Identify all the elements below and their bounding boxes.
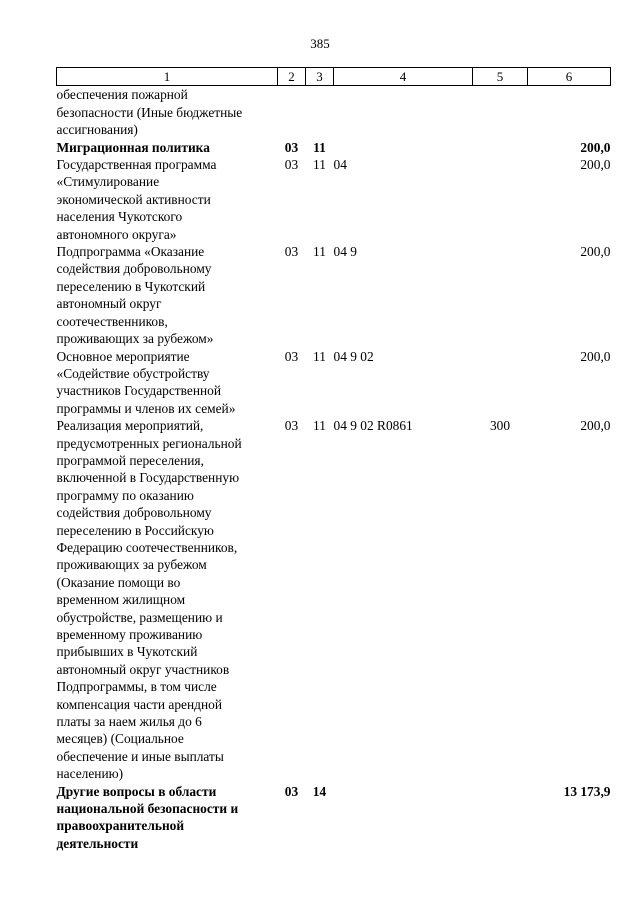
subsection-code-cell: 11 [313, 157, 326, 173]
column-header: 4 [334, 68, 473, 86]
table-row [57, 348, 611, 418]
amount-cell: 13 173,9 [563, 783, 611, 799]
expense-type-cell: 300 [489, 418, 511, 434]
column-header: 2 [278, 68, 306, 86]
item-name-cell: Государственная программа «Стимулирование экономической активности населения Чукотского автономного округа» [56, 157, 217, 242]
expense-type-cell [473, 156, 528, 243]
target-article-cell: 04 [333, 157, 347, 173]
subsection-code-cell: 11 [313, 418, 326, 434]
table-row [57, 243, 611, 347]
target-article-cell: 04 9 [333, 244, 357, 260]
item-name-cell: Реализация мероприятий, предусмотренных региональной программой переселения, включенной в Государственную программу по оказанию содействия добровольному переселению в Российскую Федерацию соотечественников, проживающих за рубежом (Оказание помощи во временном жилищном обустройстве, размещению и временному проживанию прибывших в Чукотский автономный округ участников Подпрограммы, в том числе компенсация части арендной платы за наем жилья до 6 месяцев) (Социальное обеспечение и иные выплаты населению) [56, 418, 242, 782]
expense-type-cell [473, 139, 528, 156]
section-code-cell: 03 [284, 139, 299, 155]
subsection-code-cell: 11 [313, 348, 326, 364]
target-article-cell [334, 783, 473, 853]
expense-type-cell [473, 348, 528, 418]
target-article-cell [334, 86, 473, 139]
amount-cell: 200,0 [580, 139, 611, 155]
section-code-cell: 03 [284, 418, 299, 434]
table-row [57, 783, 611, 853]
section-code-cell: 03 [284, 157, 299, 173]
column-header: 3 [306, 68, 334, 86]
table-row [57, 417, 611, 783]
section-code-cell: 03 [284, 244, 299, 260]
amount-cell [528, 86, 611, 139]
table-row [57, 86, 611, 139]
item-name-cell: Миграционная политика [56, 139, 210, 155]
target-article-cell [334, 139, 473, 156]
expense-type-cell [473, 783, 528, 853]
expense-type-cell [473, 243, 528, 347]
amount-cell: 200,0 [580, 418, 611, 434]
section-code-cell: 03 [284, 783, 299, 799]
table-row [57, 139, 611, 156]
section-code-cell: 03 [284, 348, 299, 364]
section-code-cell [278, 86, 306, 139]
expense-type-cell [473, 86, 528, 139]
subsection-code-cell: 11 [313, 244, 326, 260]
subsection-code-cell: 11 [313, 139, 326, 155]
item-name-cell: обеспечения пожарной безопасности (Иные бюджетные ассигнования) [56, 87, 243, 138]
target-article-cell: 04 9 02 [333, 348, 374, 364]
amount-cell: 200,0 [580, 157, 611, 173]
table-row [57, 156, 611, 243]
item-name-cell: Подпрограмма «Оказание содействия добровольному переселению в Чукотский автономный округ соотечественников, проживающих за рубежом» [56, 244, 214, 347]
target-article-cell: 04 9 02 R0861 [333, 418, 413, 434]
table-header-row [57, 68, 611, 86]
subsection-code-cell [306, 86, 334, 139]
column-header: 6 [528, 68, 611, 86]
table-body [57, 86, 611, 852]
item-name-cell: Другие вопросы в области национальной безопасности и правоохранительной деятельности [56, 783, 239, 851]
column-header: 1 [57, 68, 278, 86]
amount-cell: 200,0 [580, 244, 611, 260]
subsection-code-cell: 14 [312, 783, 327, 799]
amount-cell: 200,0 [580, 348, 611, 364]
page-number: 385 [310, 36, 330, 51]
column-header: 5 [473, 68, 528, 86]
item-name-cell: Основное мероприятие «Содействие обустройству участников Государственной программы и членов их семей» [56, 348, 236, 416]
budget-table [56, 67, 611, 852]
